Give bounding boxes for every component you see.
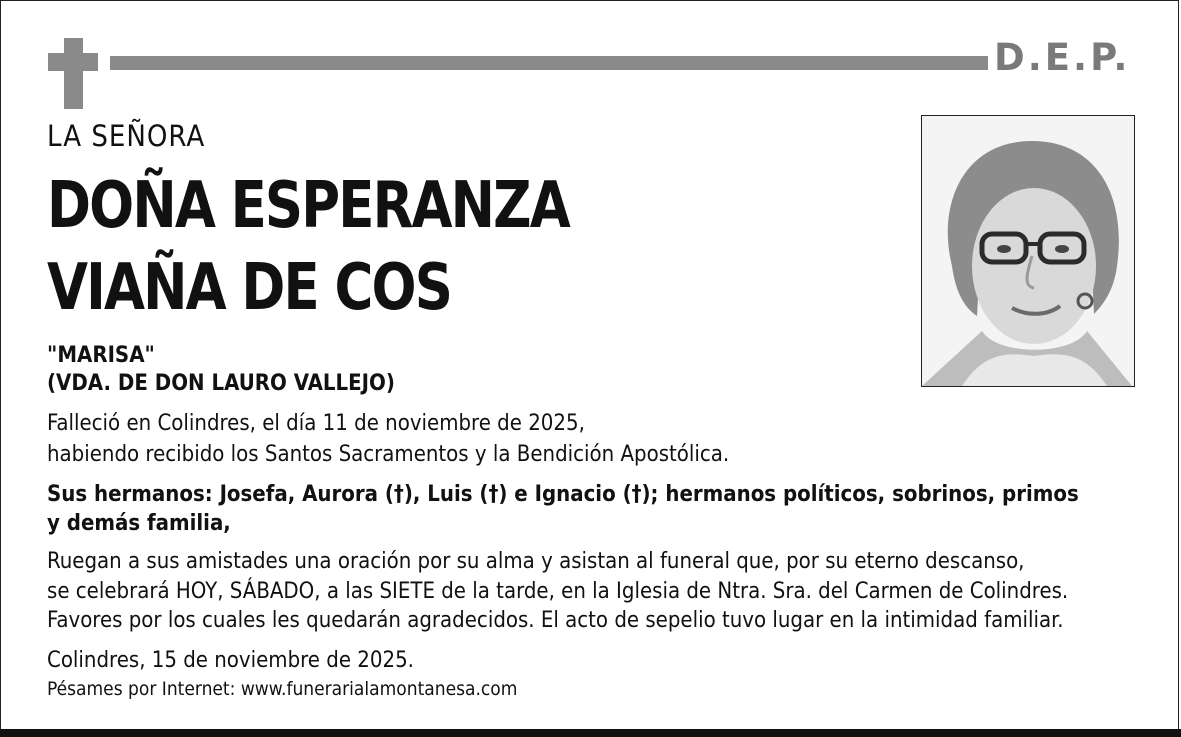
deceased-name-line1: DOÑA ESPERANZA bbox=[47, 169, 569, 243]
relatives-line1: Sus hermanos: Josefa, Aurora (†), Luis (†) e Ignacio (†); hermanos políticos, sobrinos, primos bbox=[47, 482, 1079, 507]
portrait-photo bbox=[921, 115, 1135, 387]
death-line1: Falleció en Colindres, el día 11 de noviembre de 2025, bbox=[47, 411, 585, 436]
nickname: "MARISA" bbox=[47, 343, 155, 368]
deceased-name-line2: VIAÑA DE COS bbox=[47, 251, 452, 325]
condolences-website: Pésames por Internet: www.funerarialamontanesa.com bbox=[47, 678, 518, 700]
cross-icon-arm bbox=[48, 53, 98, 71]
portrait-illustration bbox=[922, 116, 1134, 386]
honorific: LA SEÑORA bbox=[47, 119, 206, 153]
request-line1: Ruegan a sus amistades una oración por su alma y asistan al funeral que, por su eterno descanso, bbox=[47, 549, 1025, 574]
bottom-border bbox=[0, 729, 1181, 737]
widow-of: (VDA. DE DON LAURO VALLEJO) bbox=[47, 371, 395, 396]
place-date: Colindres, 15 de noviembre de 2025. bbox=[47, 648, 414, 673]
dep-label: D.E.P. bbox=[994, 36, 1131, 79]
request-line2: se celebrará HOY, SÁBADO, a las SIETE de la tarde, en la Iglesia de Ntra. Sra. del Carmen de Colindres. bbox=[47, 579, 1069, 604]
header-rule bbox=[110, 56, 988, 70]
relatives-line2: y demás familia, bbox=[47, 511, 231, 536]
cross-icon bbox=[64, 38, 83, 109]
request-line3: Favores por los cuales les quedarán agradecidos. El acto de sepelio tuvo lugar en la intimidad familiar. bbox=[47, 608, 1064, 633]
death-line2: habiendo recibido los Santos Sacramentos y la Bendición Apostólica. bbox=[47, 442, 730, 467]
